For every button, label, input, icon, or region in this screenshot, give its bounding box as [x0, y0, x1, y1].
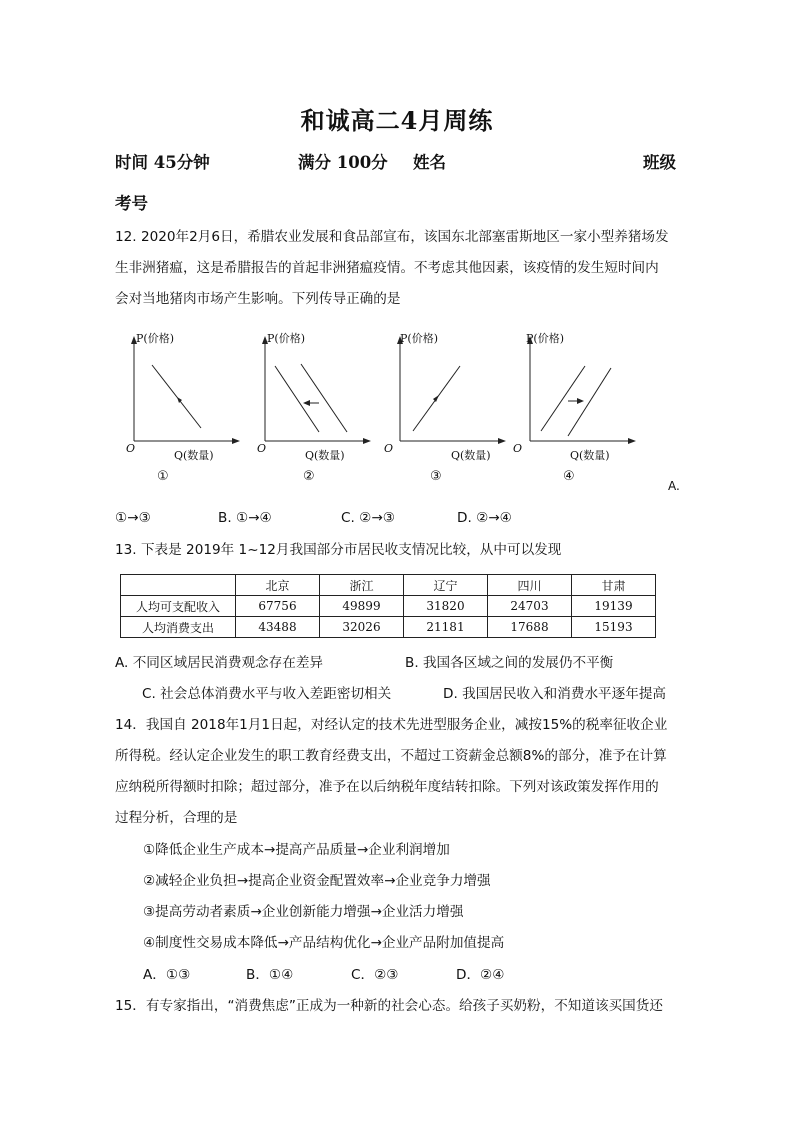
quantity-axis-label: Q(数量) [305, 449, 345, 462]
q15-line-1: 15．有专家指出，“消费焦虑”正成为一种新的社会心态。给孩子买奶粉，不知道该买国货还 [115, 998, 663, 1014]
name-label: 姓名 [413, 153, 446, 172]
graph-3-plot [388, 328, 528, 500]
q12-option-a-letter: A. [668, 479, 680, 493]
quantity-axis-label: Q(数量) [570, 449, 610, 462]
q14-option-d: D．②④ [456, 967, 505, 983]
q14-line-3: 应纳税所得额时扣除；超过部分，准予在以后纳税年度结转扣除。下列对该政策发挥作用的 [115, 779, 659, 795]
q13-stem: 13. 下表是 2019年 1~12月我国部分市居民收支情况比较，从中可以发现 [115, 542, 562, 558]
time-label: 时间 45分钟 [115, 153, 210, 172]
shift-left-arrow-icon [303, 400, 310, 406]
origin-label: O [513, 442, 523, 455]
class-label: 班级 [643, 153, 676, 172]
q13-option-d: D. 我国居民收入和消费水平逐年提高 [443, 686, 667, 702]
origin-label: O [126, 442, 136, 455]
q13-option-b: B. 我国各区域之间的发展仍不平衡 [405, 655, 614, 671]
quantity-axis-label: Q(数量) [174, 449, 214, 462]
table-row-header: 人均消费支出 [121, 617, 236, 638]
table-cell: 19139 [572, 596, 656, 617]
q14-line-4: 过程分析，合理的是 [115, 810, 238, 826]
q14-option-c: C．②③ [351, 967, 399, 983]
graph-3 [384, 328, 528, 500]
exam-number-label: 考号 [115, 194, 148, 213]
q12-line-1: 12. 2020年2月6日，希腊农业发展和食品部宣布，该国东北部塞雷斯地区一家小型养猪场发 [115, 229, 669, 245]
table-row [121, 617, 656, 638]
q14-item-3: ③提高劳动者素质→企业创新能力增强→企业活力增强 [143, 904, 464, 920]
demand-curve-old [301, 364, 347, 432]
table-header-cell: 辽宁 [404, 575, 488, 596]
table-cell: 17688 [488, 617, 572, 638]
demand-curve [152, 365, 201, 428]
graph-4-plot [518, 328, 658, 500]
table-cell: 21181 [404, 617, 488, 638]
table-header-cell: 北京 [236, 575, 320, 596]
supply-curve-old [541, 366, 585, 431]
table-cell: 31820 [404, 596, 488, 617]
demand-curve-new [275, 366, 319, 432]
supply-curve-new [568, 368, 611, 436]
origin-label: O [384, 442, 394, 455]
table-row-header: 人均可支配收入 [121, 596, 236, 617]
table-header-cell: 甘肃 [572, 575, 656, 596]
score-label: 满分 100分 [298, 153, 388, 172]
graph-1 [122, 328, 262, 500]
graph-number: ④ [563, 469, 575, 484]
q14-item-4: ④制度性交易成本降低→产品结构优化→企业产品附加值提高 [143, 935, 505, 951]
table-cell: 67756 [236, 596, 320, 617]
q12-line-2: 生非洲猪瘟，这是希腊报告的首起非洲猪瘟疫情。不考虑其他因素，该疫情的发生短时间内 [115, 260, 659, 276]
table-header-cell: 浙江 [320, 575, 404, 596]
graph-number: ③ [430, 469, 442, 484]
graph-number: ② [303, 469, 315, 484]
q12-option-c: C. ②→③ [341, 510, 395, 526]
table-header-row [121, 575, 656, 596]
price-axis-label: P(价格) [136, 332, 174, 345]
table-cell: 49899 [320, 596, 404, 617]
quantity-axis-label: Q(数量) [451, 449, 491, 462]
q13-option-c: C. 社会总体消费水平与收入差距密切相关 [142, 686, 392, 702]
q12-option-b: B. ①→④ [218, 510, 272, 526]
graph-number: ① [157, 469, 169, 484]
q13-option-a: A. 不同区域居民消费观念存在差异 [115, 655, 324, 671]
q12-line-3: 会对当地猪肉市场产生影响。下列传导正确的是 [115, 291, 401, 307]
graph-2-plot [253, 328, 393, 500]
table-cell: 24703 [488, 596, 572, 617]
graph-2 [253, 328, 393, 500]
q14-item-1: ①降低企业生产成本→提高产品质量→企业利润增加 [143, 842, 450, 858]
q12-option-a: ①→③ [115, 510, 151, 526]
q12-option-d: D. ②→④ [457, 510, 512, 526]
move-arrow-icon [433, 395, 439, 402]
page-title: 和诚高二4月周练 [300, 106, 494, 135]
income-expense-table [120, 574, 656, 638]
table-cell: 32026 [320, 617, 404, 638]
q14-option-a: A．①③ [143, 967, 191, 983]
price-axis-label: P(价格) [526, 332, 564, 345]
origin-label: O [257, 442, 267, 455]
graph-4 [513, 328, 658, 500]
shift-right-arrow-icon [577, 398, 584, 404]
q14-option-b: B．①④ [246, 967, 294, 983]
price-axis-label: P(价格) [400, 332, 438, 345]
q14-item-2: ②减轻企业负担→提高企业资金配置效率→企业竞争力增强 [143, 873, 491, 889]
table-header-cell: 四川 [488, 575, 572, 596]
price-axis-label: P(价格) [267, 332, 305, 345]
table-header-cell [121, 575, 236, 596]
q14-line-1: 14．我国自 2018年1月1日起，对经认定的技术先进型服务企业，减按15%的税率征收企业 [115, 717, 668, 733]
q14-line-2: 所得税。经认定企业发生的职工教育经费支出，不超过工资薪金总额8%的部分，准予在计算 [115, 748, 667, 764]
table-row [121, 596, 656, 617]
table-cell: 43488 [236, 617, 320, 638]
graph-1-plot [122, 328, 262, 500]
table-cell: 15193 [572, 617, 656, 638]
